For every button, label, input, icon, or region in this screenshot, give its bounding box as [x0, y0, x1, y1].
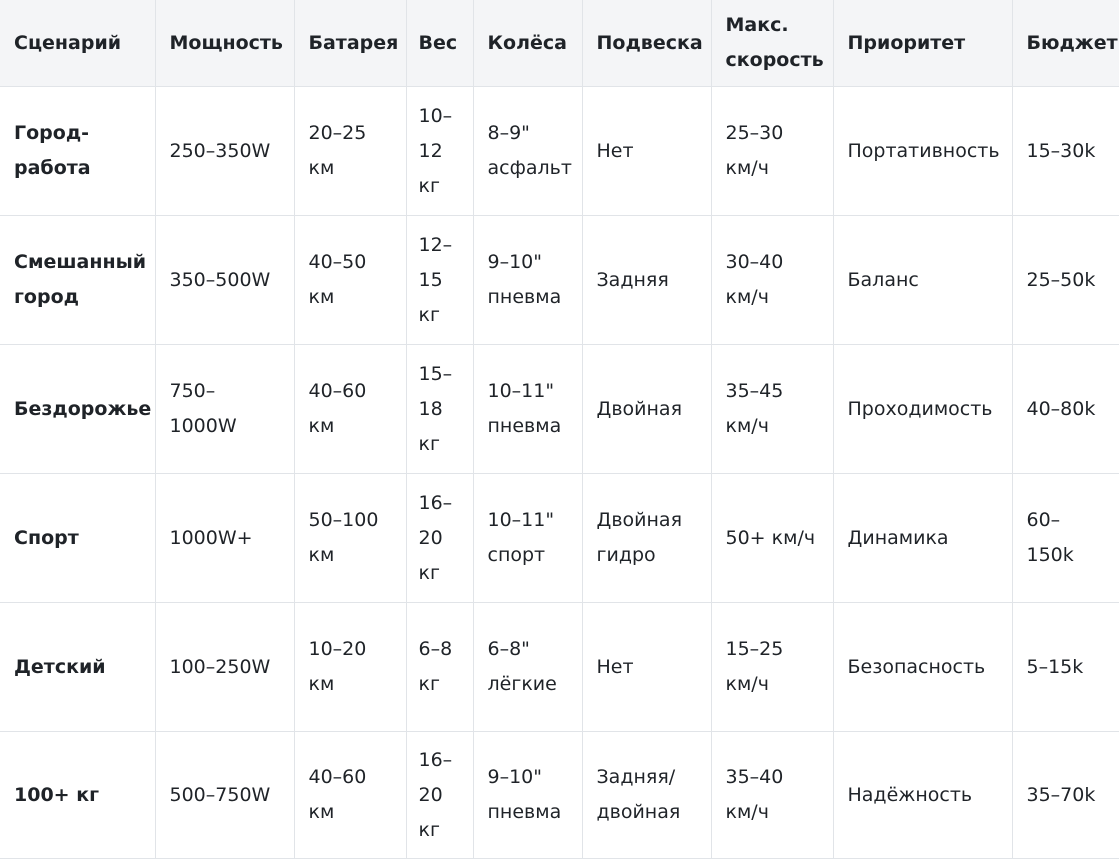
- table-cell: 25–50k: [1012, 216, 1119, 345]
- column-header: Бюджет: [1012, 0, 1119, 87]
- table-cell: Безопасность: [833, 603, 1012, 732]
- table-cell: 350–500W: [155, 216, 294, 345]
- table-cell: 250–350W: [155, 87, 294, 216]
- table-cell: 40–80k: [1012, 345, 1119, 474]
- table-cell: 10–11" спорт: [473, 474, 582, 603]
- table-cell: 12–15 кг: [406, 216, 473, 345]
- table-cell: 100–250W: [155, 603, 294, 732]
- table-cell: 100+ кг: [0, 732, 155, 859]
- table-cell: 8–9" асфальт: [473, 87, 582, 216]
- table-row: [0, 345, 1119, 474]
- table-cell: 6–8 кг: [406, 603, 473, 732]
- table-cell: 35–70k: [1012, 732, 1119, 859]
- table-cell: 35–45 км/ч: [711, 345, 833, 474]
- table-cell: Проходимость: [833, 345, 1012, 474]
- table-cell: Задняя/ двойная: [582, 732, 711, 859]
- table-cell: Детский: [0, 603, 155, 732]
- table-cell: 5–15k: [1012, 603, 1119, 732]
- table-cell: Баланс: [833, 216, 1012, 345]
- table-cell: 15–25 км/ч: [711, 603, 833, 732]
- table-cell: Динамика: [833, 474, 1012, 603]
- table-cell: 10–20 км: [294, 603, 406, 732]
- column-header: Мощность: [155, 0, 294, 87]
- table-cell: Спорт: [0, 474, 155, 603]
- table-cell: Бездорожье: [0, 345, 155, 474]
- table-cell: Город-работа: [0, 87, 155, 216]
- table-row: [0, 732, 1119, 859]
- column-header: Батарея: [294, 0, 406, 87]
- table-cell: 40–50 км: [294, 216, 406, 345]
- column-header: Колёса: [473, 0, 582, 87]
- column-header: Сценарий: [0, 0, 155, 87]
- table-cell: 35–40 км/ч: [711, 732, 833, 859]
- table-cell: Надёжность: [833, 732, 1012, 859]
- table-cell: 50+ км/ч: [711, 474, 833, 603]
- column-header: Подвеска: [582, 0, 711, 87]
- column-header: Макс. скорость: [711, 0, 833, 87]
- table-cell: 1000W+: [155, 474, 294, 603]
- column-header: Приоритет: [833, 0, 1012, 87]
- table-cell: 750–1000W: [155, 345, 294, 474]
- table-cell: 60–150k: [1012, 474, 1119, 603]
- table-row: [0, 603, 1119, 732]
- table-cell: 16–20 кг: [406, 732, 473, 859]
- table-cell: 25–30 км/ч: [711, 87, 833, 216]
- table-cell: 6–8" лёгкие: [473, 603, 582, 732]
- table-cell: Портативность: [833, 87, 1012, 216]
- table-cell: Двойная: [582, 345, 711, 474]
- table-cell: 15–18 кг: [406, 345, 473, 474]
- table-cell: 20–25 км: [294, 87, 406, 216]
- table-cell: Задняя: [582, 216, 711, 345]
- column-header: Вес: [406, 0, 473, 87]
- table-row: [0, 87, 1119, 216]
- table-cell: Смешанный город: [0, 216, 155, 345]
- table-row: [0, 474, 1119, 603]
- table-cell: Двойная гидро: [582, 474, 711, 603]
- table-row: [0, 216, 1119, 345]
- table-cell: 50–100 км: [294, 474, 406, 603]
- table-cell: Нет: [582, 603, 711, 732]
- table-cell: 500–750W: [155, 732, 294, 859]
- table-cell: 9–10" пневма: [473, 732, 582, 859]
- table-cell: 40–60 км: [294, 345, 406, 474]
- table-cell: 10–12 кг: [406, 87, 473, 216]
- table-cell: 9–10" пневма: [473, 216, 582, 345]
- table-cell: 30–40 км/ч: [711, 216, 833, 345]
- table-cell: 40–60 км: [294, 732, 406, 859]
- table-cell: 10–11" пневма: [473, 345, 582, 474]
- table-cell: Нет: [582, 87, 711, 216]
- table-cell: 16–20 кг: [406, 474, 473, 603]
- header-row: [0, 0, 1119, 87]
- table-cell: 15–30k: [1012, 87, 1119, 216]
